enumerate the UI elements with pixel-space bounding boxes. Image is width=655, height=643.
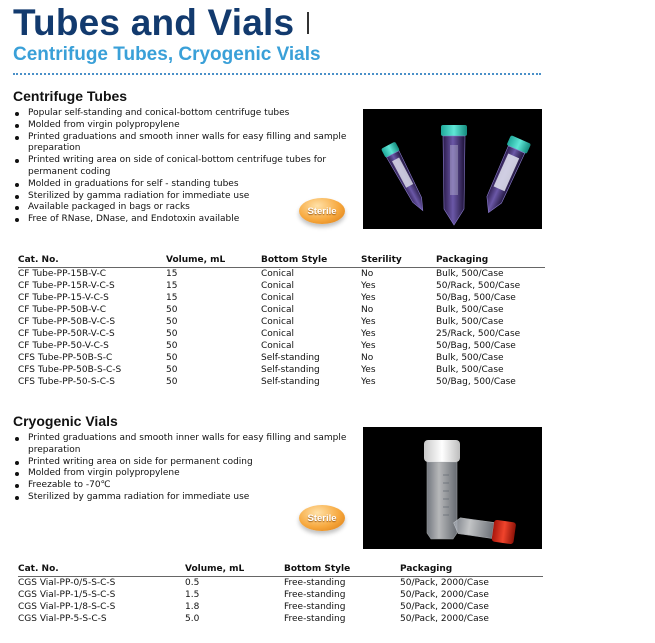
column-header: Cat. No. [18, 563, 185, 577]
table-row [18, 376, 545, 388]
cryo-feature-list [13, 433, 358, 504]
table-cell: 50/Pack, 2000/Case [400, 614, 489, 624]
table-cell: CF Tube-PP-50B-V-C [18, 305, 107, 315]
table-cell: No [361, 353, 374, 363]
table-cell: Free-standing [284, 614, 346, 624]
feature-item: Printed graduations and smooth inner walls for easy filling and sample preparation [13, 132, 358, 156]
table-row [18, 268, 545, 281]
table-cell: 5.0 [185, 614, 200, 624]
feature-item: Popular self-standing and conical-bottom centrifuge tubes [13, 108, 358, 120]
table-cell: CF Tube-PP-50B-V-C-S [18, 317, 116, 327]
table-cell: 50 [166, 329, 178, 339]
table-row [18, 340, 545, 352]
feature-item: Sterilized by gamma radiation for immediate use [13, 492, 358, 504]
table-cell: 0.5 [185, 578, 200, 588]
table-cell: CF Tube-PP-15B-V-C [18, 269, 107, 279]
table-cell: 50 [166, 305, 178, 315]
table-cell: 50/Pack, 2000/Case [400, 602, 489, 612]
cryo-spec-table [18, 563, 543, 625]
table-cell: 50 [166, 341, 178, 351]
table-cell: Yes [361, 329, 376, 339]
cryo-section-title: Cryogenic Vials [13, 413, 118, 429]
table-cell: 50/Rack, 500/Case [436, 281, 521, 291]
sterile-badge [299, 198, 345, 224]
table-cell: Conical [261, 305, 294, 315]
table-cell: CGS Vial-PP-1/5-S-C-S [18, 590, 116, 600]
feature-item: Molded from virgin polypropylene [13, 468, 358, 480]
table-row [18, 613, 543, 625]
table-cell: 1.5 [185, 590, 200, 600]
table-cell: Self-standing [261, 353, 320, 363]
table-cell: 50/Bag, 500/Case [436, 377, 516, 387]
table-cell: 50/Pack, 2000/Case [400, 578, 489, 588]
table-cell: Yes [361, 281, 376, 291]
sterile-badge [299, 505, 345, 531]
table-cell: CFS Tube-PP-50B-S-C [18, 353, 113, 363]
feature-item: Molded in graduations for self - standing tubes [13, 179, 358, 191]
feature-item: Printed writing area on side for permanent coding [13, 457, 358, 469]
column-header: Sterility [361, 254, 436, 268]
table-cell: 50/Bag, 500/Case [436, 293, 516, 303]
table-cell: Bulk, 500/Case [436, 365, 504, 375]
column-header: Bottom Style [261, 254, 361, 268]
column-header: Packaging [400, 563, 543, 577]
table-cell: Yes [361, 317, 376, 327]
table-row [18, 328, 545, 340]
table-cell: Conical [261, 317, 294, 327]
centrifuge-section-title: Centrifuge Tubes [13, 88, 128, 104]
table-cell: 50/Pack, 2000/Case [400, 590, 489, 600]
table-cell: No [361, 305, 374, 315]
table-row [18, 304, 545, 316]
cryo-table-body [18, 577, 543, 626]
table-row [18, 292, 545, 304]
table-cell: Bulk, 500/Case [436, 317, 504, 327]
table-cell: 15 [166, 281, 178, 291]
column-header: Bottom Style [284, 563, 400, 577]
centrifuge-tubes-photo [363, 109, 542, 229]
table-cell: Free-standing [284, 590, 346, 600]
feature-item: Printed graduations and smooth inner walls for easy filling and sample preparation [13, 433, 358, 457]
table-cell: 50 [166, 353, 178, 363]
table-cell: CGS Vial-PP-1/8-S-C-S [18, 602, 116, 612]
table-header-row [18, 254, 545, 268]
feature-item: Free of RNase, DNase, and Endotoxin available [13, 214, 358, 226]
feature-item: Sterilized by gamma radiation for immediate use [13, 191, 358, 203]
centrifuge-tubes-illustration [363, 109, 542, 229]
table-cell: Self-standing [261, 377, 320, 387]
feature-item: Printed writing area on side of conical-bottom centrifuge tubes for permanent coding [13, 155, 358, 179]
table-cell: Conical [261, 341, 294, 351]
page-title: Tubes and Vials [13, 2, 295, 43]
table-cell: Conical [261, 269, 294, 279]
centrifuge-spec-table [18, 254, 545, 388]
column-header: Volume, mL [185, 563, 284, 577]
table-row [18, 352, 545, 364]
cryogenic-vials-photo [363, 427, 542, 549]
table-row [18, 364, 545, 376]
sterile-badge-label: Sterile [307, 512, 337, 524]
table-cell: Yes [361, 341, 376, 351]
centrifuge-table-body [18, 268, 545, 389]
table-cell: 50 [166, 317, 178, 327]
table-cell: Conical [261, 281, 294, 291]
table-cell: CGS Vial-PP-5-S-C-S [18, 614, 107, 624]
table-cell: CF Tube-PP-50R-V-C-S [18, 329, 115, 339]
table-cell: Bulk, 500/Case [436, 305, 504, 315]
table-row [18, 601, 543, 613]
table-row [18, 280, 545, 292]
table-cell: 15 [166, 269, 178, 279]
table-cell: CF Tube-PP-50-V-C-S [18, 341, 109, 351]
table-cell: CGS Vial-PP-0/5-S-C-S [18, 578, 116, 588]
table-row [18, 589, 543, 601]
table-cell: 50 [166, 365, 178, 375]
feature-item: Molded from virgin polypropylene [13, 120, 358, 132]
table-cell: Free-standing [284, 578, 346, 588]
table-cell: CFS Tube-PP-50B-S-C-S [18, 365, 122, 375]
table-cell: Yes [361, 377, 376, 387]
table-cell: Yes [361, 293, 376, 303]
table-header-row [18, 563, 543, 577]
column-header: Volume, mL [166, 254, 261, 268]
table-cell: Yes [361, 365, 376, 375]
page-subtitle: Centrifuge Tubes, Cryogenic Vials [13, 44, 321, 65]
table-row [18, 577, 543, 590]
table-cell: CF Tube-PP-15R-V-C-S [18, 281, 115, 291]
table-cell: Self-standing [261, 365, 320, 375]
table-cell: Free-standing [284, 602, 346, 612]
table-cell: No [361, 269, 374, 279]
table-cell: Bulk, 500/Case [436, 353, 504, 363]
feature-item: Freezable to -70℃ [13, 480, 358, 492]
table-cell: 1.8 [185, 602, 200, 612]
table-cell: 25/Rack, 500/Case [436, 329, 521, 339]
table-cell: CFS Tube-PP-50-S-C-S [18, 377, 116, 387]
title-divider [307, 12, 309, 34]
table-cell: Conical [261, 293, 294, 303]
table-cell: 15 [166, 293, 178, 303]
table-cell: Bulk, 500/Case [436, 269, 504, 279]
cryogenic-vials-illustration [363, 427, 542, 549]
table-cell: 50 [166, 377, 178, 387]
table-cell: Conical [261, 329, 294, 339]
table-cell: 50/Bag, 500/Case [436, 341, 516, 351]
column-header: Cat. No. [18, 254, 166, 268]
feature-item: Available packaged in bags or racks [13, 202, 358, 214]
table-cell: CF Tube-PP-15-V-C-S [18, 293, 109, 303]
dotted-separator [13, 73, 541, 75]
sterile-badge-label: Sterile [307, 205, 337, 217]
table-row [18, 316, 545, 328]
column-header: Packaging [436, 254, 545, 268]
